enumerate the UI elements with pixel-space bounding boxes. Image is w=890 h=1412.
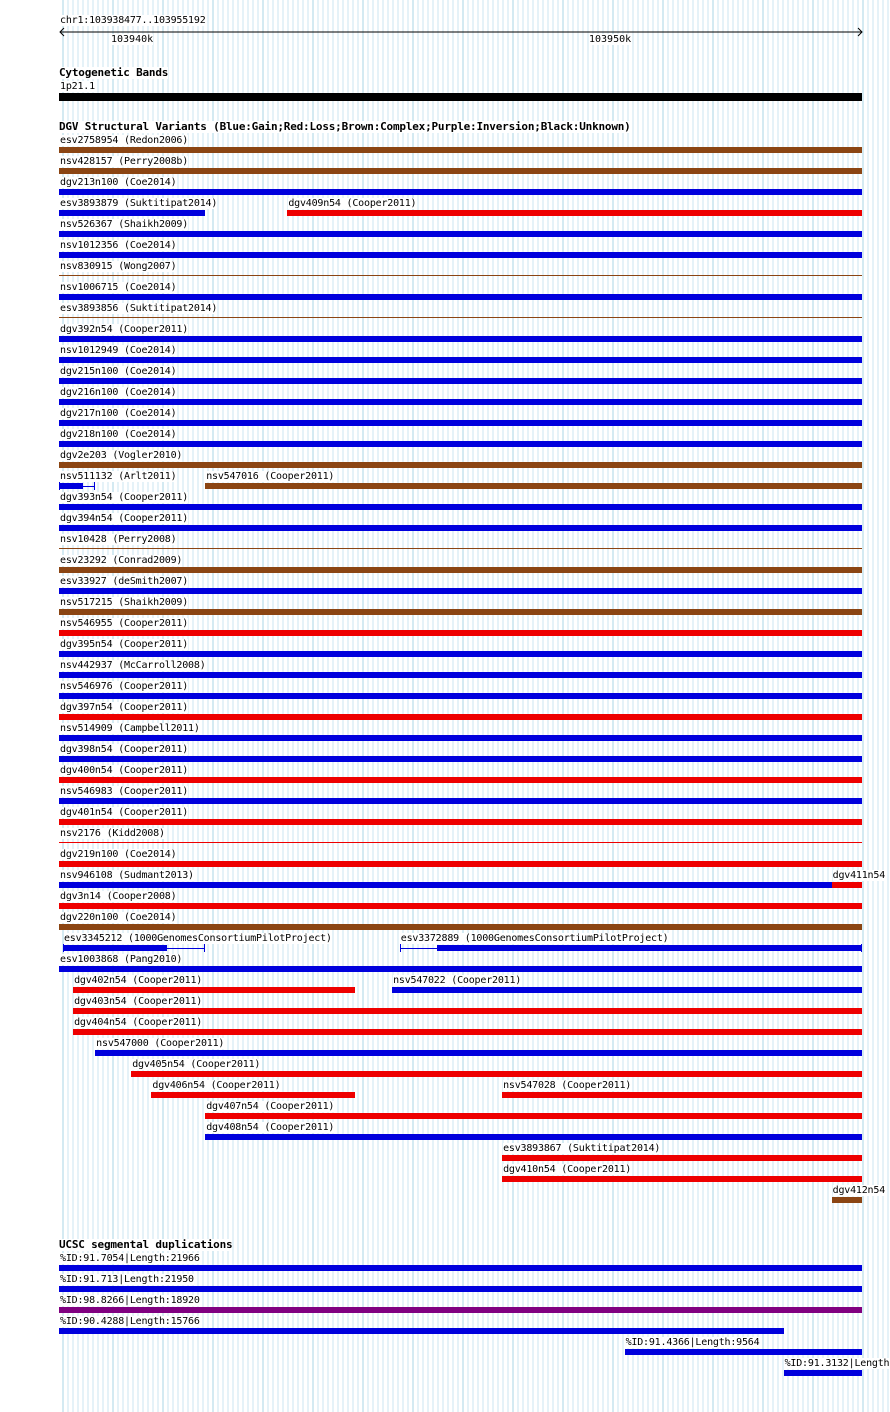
dgv-feature-bar[interactable]	[502, 1176, 862, 1182]
dgv-track-title: DGV Structural Variants (Blue:Gain;Red:Loss;Brown:Complex;Purple:Inversion;Black:Unknown)	[59, 120, 631, 133]
dgv-feature-bar[interactable]	[59, 462, 862, 468]
dgv-feature-label: nsv511132 (Arlt2011)	[60, 471, 177, 482]
dgv-feature-bar[interactable]	[59, 609, 862, 615]
dgv-feature-label: dgv394n54 (Cooper2011)	[60, 513, 189, 524]
dgv-feature-label: esv2758954 (Redon2006)	[60, 135, 189, 146]
cytoband-bar[interactable]	[59, 93, 862, 101]
dgv-feature-label: dgv2e203 (Vogler2010)	[60, 450, 183, 461]
dgv-feature-bar[interactable]	[59, 252, 862, 258]
dgv-feature-label: nsv1012356 (Coe2014)	[60, 240, 177, 251]
segdup-feature-label: %ID:98.8266|Length:18920	[60, 1295, 200, 1306]
dgv-feature-label: dgv400n54 (Cooper2011)	[60, 765, 189, 776]
dgv-feature-label: dgv402n54 (Cooper2011)	[74, 975, 203, 986]
dgv-feature-label: dgv216n100 (Coe2014)	[60, 387, 177, 398]
dgv-feature-bar[interactable]	[59, 798, 862, 804]
cytoband-track-title: Cytogenetic Bands	[59, 66, 169, 79]
dgv-feature-bar[interactable]	[59, 147, 862, 153]
dgv-feature-bar[interactable]	[59, 714, 862, 720]
dgv-feature-bar[interactable]	[59, 735, 862, 741]
dgv-feature-bar[interactable]	[59, 819, 862, 825]
dgv-feature-label: esv23292 (Conrad2009)	[60, 555, 183, 566]
dgv-feature-bar[interactable]	[832, 1197, 862, 1203]
segdup-feature-bar[interactable]	[59, 1286, 862, 1292]
dgv-feature-label: dgv215n100 (Coe2014)	[60, 366, 177, 377]
dgv-feature-bar[interactable]	[59, 567, 862, 573]
dgv-feature-label: nsv10428 (Perry2008)	[60, 534, 177, 545]
dgv-feature-label: nsv546976 (Cooper2011)	[60, 681, 189, 692]
dgv-feature-bar[interactable]	[59, 486, 95, 487]
dgv-feature-label: dgv220n100 (Coe2014)	[60, 912, 177, 923]
segdup-feature-bar[interactable]	[59, 1328, 784, 1334]
dgv-feature-label: dgv217n100 (Coe2014)	[60, 408, 177, 419]
dgv-feature-label: nsv514909 (Campbell2011)	[60, 723, 200, 734]
dgv-feature-bar[interactable]	[59, 756, 862, 762]
dgv-feature-bar[interactable]	[73, 1029, 862, 1035]
dgv-feature-label: dgv398n54 (Cooper2011)	[60, 744, 189, 755]
dgv-feature-label: dgv404n54 (Cooper2011)	[74, 1017, 203, 1028]
dgv-feature-bar[interactable]	[73, 987, 355, 993]
dgv-feature-label: dgv410n54 (Cooper2011)	[503, 1164, 632, 1175]
dgv-feature-label: dgv395n54 (Cooper2011)	[60, 639, 189, 650]
segdup-feature-label: %ID:91.3132|Length	[784, 1358, 890, 1369]
dgv-feature-bar[interactable]	[59, 651, 862, 657]
dgv-feature-bar[interactable]	[63, 948, 205, 949]
dgv-feature-label: esv3893879 (Suktitipat2014)	[60, 198, 218, 209]
segdup-feature-label: %ID:90.4288|Length:15766	[60, 1316, 200, 1327]
segdup-feature-bar[interactable]	[625, 1349, 862, 1355]
dgv-feature-label: esv3893867 (Suktitipat2014)	[503, 1143, 661, 1154]
dgv-feature-label: nsv946108 (Sudmant2013)	[60, 870, 194, 881]
dgv-feature-bar[interactable]	[73, 1008, 862, 1014]
dgv-feature-bar[interactable]	[832, 882, 862, 888]
dgv-feature-label: dgv403n54 (Cooper2011)	[74, 996, 203, 1007]
dgv-feature-bar[interactable]	[59, 168, 862, 174]
dgv-feature-bar[interactable]	[59, 588, 862, 594]
dgv-feature-bar[interactable]	[59, 548, 862, 549]
dgv-feature-bar[interactable]	[59, 882, 832, 888]
dgv-feature-label: dgv405n54 (Cooper2011)	[132, 1059, 261, 1070]
dgv-feature-bar[interactable]	[59, 693, 862, 699]
dgv-feature-bar[interactable]	[205, 483, 862, 489]
dgv-feature-label: dgv213n100 (Coe2014)	[60, 177, 177, 188]
dgv-feature-bar[interactable]	[59, 903, 862, 909]
segdup-feature-label: %ID:91.713|Length:21950	[60, 1274, 194, 1285]
tick-label-103950k: 103950k	[589, 34, 632, 45]
dgv-feature-label: dgv408n54 (Cooper2011)	[206, 1122, 335, 1133]
segdup-feature-bar[interactable]	[784, 1370, 862, 1376]
dgv-feature-bar[interactable]	[59, 525, 862, 531]
dgv-feature-bar[interactable]	[59, 210, 205, 216]
dgv-feature-bar[interactable]	[59, 630, 862, 636]
dgv-feature-label: dgv393n54 (Cooper2011)	[60, 492, 189, 503]
dgv-feature-bar[interactable]	[59, 441, 862, 447]
dgv-feature-bar[interactable]	[59, 924, 862, 930]
dgv-feature-label: dgv218n100 (Coe2014)	[60, 429, 177, 440]
dgv-feature-bar[interactable]	[502, 1092, 862, 1098]
dgv-feature-label: dgv412n54	[832, 1185, 886, 1196]
dgv-feature-label: dgv409n54 (Cooper2011)	[288, 198, 417, 209]
dgv-feature-label: nsv547022 (Cooper2011)	[393, 975, 522, 986]
segdup-track-title: UCSC segmental duplications	[59, 1238, 233, 1251]
dgv-feature-bar[interactable]	[400, 948, 862, 949]
dgv-feature-bar[interactable]	[59, 189, 862, 195]
segdup-feature-label: %ID:91.7054|Length:21966	[60, 1253, 200, 1264]
dgv-feature-label: nsv830915 (Wong2007)	[60, 261, 177, 272]
dgv-feature-bar[interactable]	[59, 420, 862, 426]
tick-label-103940k: 103940k	[111, 34, 154, 45]
dgv-feature-label: dgv219n100 (Coe2014)	[60, 849, 177, 860]
segdup-feature-bar[interactable]	[59, 1265, 862, 1271]
dgv-feature-label: nsv547028 (Cooper2011)	[503, 1080, 632, 1091]
dgv-feature-bar[interactable]	[59, 842, 862, 843]
dgv-feature-label: dgv397n54 (Cooper2011)	[60, 702, 189, 713]
dgv-feature-bar[interactable]	[59, 672, 862, 678]
dgv-feature-label: nsv1012949 (Coe2014)	[60, 345, 177, 356]
dgv-feature-label: nsv547000 (Cooper2011)	[96, 1038, 225, 1049]
dgv-feature-label: nsv547016 (Cooper2011)	[206, 471, 335, 482]
dgv-feature-label: nsv517215 (Shaikh2009)	[60, 597, 189, 608]
dgv-feature-label: esv33927 (deSmith2007)	[60, 576, 189, 587]
segdup-feature-label: %ID:91.4366|Length:9564	[625, 1337, 760, 1348]
dgv-feature-bar[interactable]	[59, 336, 862, 342]
dgv-feature-bar[interactable]	[131, 1071, 862, 1077]
dgv-feature-label: dgv3n14 (Cooper2008)	[60, 891, 177, 902]
dgv-feature-label: nsv546955 (Cooper2011)	[60, 618, 189, 629]
dgv-feature-label: dgv392n54 (Cooper2011)	[60, 324, 189, 335]
dgv-feature-bar[interactable]	[59, 294, 862, 300]
dgv-feature-label: nsv546983 (Cooper2011)	[60, 786, 189, 797]
dgv-feature-bar[interactable]	[59, 231, 862, 237]
dgv-feature-label: nsv2176 (Kidd2008)	[60, 828, 165, 839]
dgv-feature-label: nsv1006715 (Coe2014)	[60, 282, 177, 293]
dgv-feature-bar[interactable]	[59, 861, 862, 867]
dgv-feature-bar[interactable]	[59, 966, 862, 972]
dgv-feature-label: dgv411n54	[832, 870, 886, 881]
dgv-feature-bar[interactable]	[205, 1134, 862, 1140]
dgv-feature-bar[interactable]	[59, 317, 862, 318]
dgv-feature-bar[interactable]	[205, 1113, 862, 1119]
dgv-feature-bar[interactable]	[59, 777, 862, 783]
ruler-axis	[56, 25, 866, 39]
dgv-feature-label: nsv526367 (Shaikh2009)	[60, 219, 189, 230]
dgv-feature-bar[interactable]	[59, 504, 862, 510]
dgv-feature-label: esv1003868 (Pang2010)	[60, 954, 183, 965]
dgv-feature-bar[interactable]	[95, 1050, 862, 1056]
dgv-feature-bar[interactable]	[502, 1155, 862, 1161]
dgv-feature-label: esv3893856 (Suktitipat2014)	[60, 303, 218, 314]
dgv-feature-label: nsv442937 (McCarroll2008)	[60, 660, 206, 671]
cytoband-label: 1p21.1	[60, 81, 95, 92]
dgv-feature-bar[interactable]	[287, 210, 862, 216]
dgv-feature-bar[interactable]	[59, 399, 862, 405]
dgv-feature-bar[interactable]	[392, 987, 862, 993]
segdup-feature-bar[interactable]	[59, 1307, 862, 1313]
dgv-feature-label: nsv428157 (Perry2008b)	[60, 156, 189, 167]
dgv-feature-label: dgv406n54 (Cooper2011)	[152, 1080, 281, 1091]
dgv-feature-label: dgv407n54 (Cooper2011)	[206, 1101, 335, 1112]
dgv-feature-label: esv3372889 (1000GenomesConsortiumPilotProject)	[400, 933, 669, 944]
dgv-feature-bar[interactable]	[59, 378, 862, 384]
dgv-feature-bar[interactable]	[151, 1092, 355, 1098]
dgv-feature-label: esv3345212 (1000GenomesConsortiumPilotProject)	[63, 933, 332, 944]
region-label: chr1:103938477..103955192	[60, 15, 206, 26]
dgv-feature-bar[interactable]	[59, 275, 862, 276]
dgv-feature-label: dgv401n54 (Cooper2011)	[60, 807, 189, 818]
dgv-feature-bar[interactable]	[59, 357, 862, 363]
